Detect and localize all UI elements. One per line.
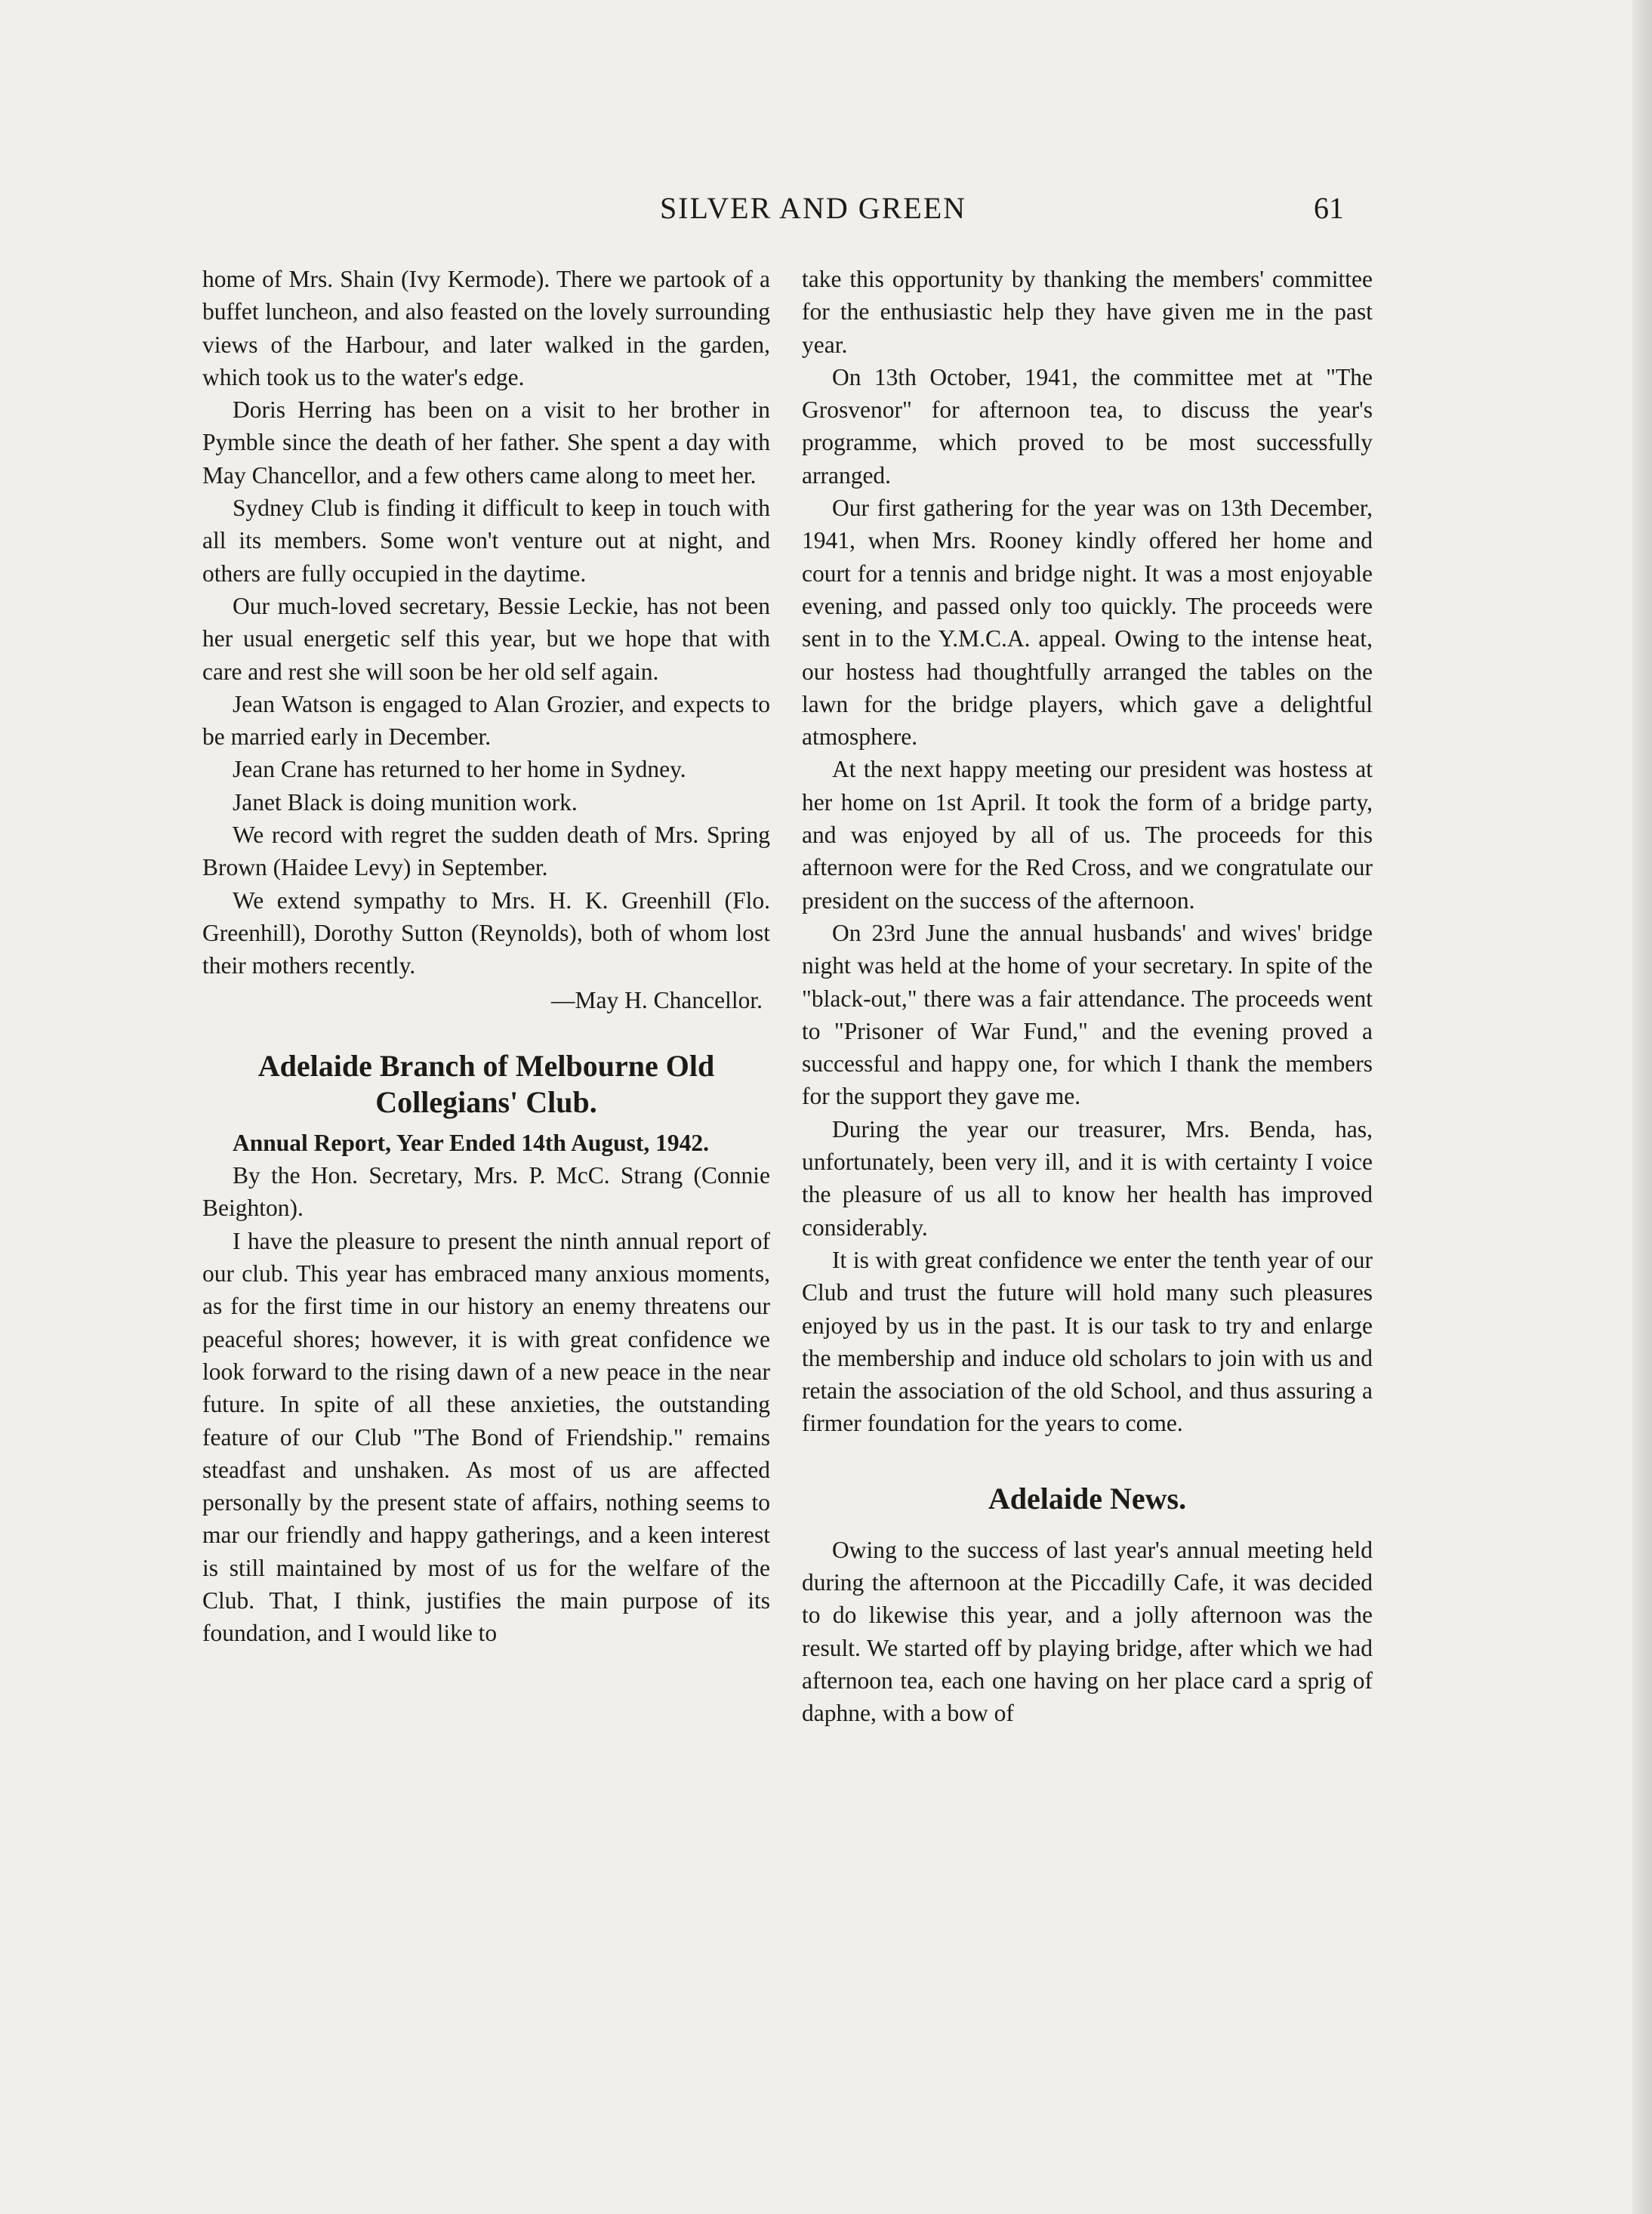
paragraph: I have the pleasure to present the ninth annual report of our club. This year has embraced many anxious moments, as for the first time in our history an enemy threatens our peaceful shores; however, it is with great confidence we look forward to the rising dawn of a new peace in the near future. In spite of all these anxieties, the outstanding feature of our Club "The Bond of Friendship." remains steadfast and unshaken. As most of us are affected personally by the present state of affairs, nothing seems to mar our friendly and happy gatherings, and a keen interest is still maintained by most of us for the welfare of the Club. That, I think, justifies the main purpose of its foundation, and I would like to [202, 1227, 770, 1647]
paragraph: It is with great confidence we enter the tenth year of our Club and trust the future will hold many such pleasures enjoyed by us in the past. It is our task to try and enlarge the membership and induce old scholars to join with us and retain the association of the old School, and thus assuring a firmer foundation for the years to come. [802, 1246, 1373, 1437]
paragraph: At the next happy meeting our president was hostess at her home on 1st April. It took the form of a bridge party, and was enjoyed by all of us. The proceeds for this afternoon were for the Red Cross, and we congratulate our president on the success of the afternoon. [802, 756, 1373, 914]
paragraph: During the year our treasurer, Mrs. Benda, has, unfortunately, been very ill, and it is with certainty I voice the pleasure of us all to know her health has improved considerably. [802, 1115, 1373, 1241]
paragraph: Our much-loved secretary, Bessie Leckie, has not been her usual energetic self this year, but we hope that with care and rest she will soon be her old self again. [202, 592, 770, 685]
paragraph: Our first gathering for the year was on 13th December, 1941, when Mrs. Rooney kindly offered her home and court for a tennis and bridge night. It was a most enjoyable evening, and passed only too quickly. The proceeds were sent in to the Y.M.C.A. appeal. Owing to the intense heat, our hostess had thoughtfully arranged the tables on the lawn for the bridge players, which gave a delightful atmosphere. [802, 495, 1373, 751]
section-heading-adelaide-branch: Adelaide Branch of Melbourne Old Collegians' Club. [257, 1048, 715, 1119]
page-edge-shadow [1632, 0, 1652, 2214]
left-column [202, 263, 770, 1650]
paragraph: Janet Black is doing munition work. [233, 788, 578, 816]
paragraph: Doris Herring has been on a visit to her brother in Pymble since the death of her father. She spent a day with May Chancellor, and a few others came along to meet her. [202, 396, 770, 489]
paragraph: Jean Crane has returned to her home in Sydney. [233, 756, 686, 783]
paragraph: home of Mrs. Shain (Ivy Kermode). There we partook of a buffet luncheon, and also feasted on the lovely surrounding views of the Harbour, and later walked in the garden, which took us to the water's edge. [202, 266, 770, 390]
page-number: 61 [1314, 191, 1344, 225]
section-heading-adelaide-news: Adelaide News. [988, 1481, 1187, 1516]
paragraph: Sydney Club is finding it difficult to keep in touch with all its members. Some won't venture out at night, and others are fully occupied in the daytime. [202, 495, 770, 587]
paragraph: Jean Watson is engaged to Alan Grozier, and expects to be married early in December. [202, 690, 770, 751]
paragraph: take this opportunity by thanking the members' committee for the enthusiastic help they have given me in the past year. [802, 266, 1373, 358]
signature: —May H. Chancellor. [551, 986, 763, 1013]
running-head: SILVER AND GREEN [659, 191, 967, 225]
byline: By the Hon. Secretary, Mrs. P. McC. Strang (Connie Beighton). [202, 1162, 770, 1222]
paragraph: Owing to the success of last year's annual meeting held during the afternoon at the Piccadilly Cafe, it was decided to do likewise this year, and a jolly afternoon was the result. We started off by playing bridge, after which we had afternoon tea, each one having on her place card a sprig of daphne, with a bow of [802, 1536, 1373, 1727]
right-column [802, 263, 1373, 1729]
section-subheading: Annual Report, Year Ended 14th August, 1942. [233, 1129, 709, 1156]
paragraph: On 13th October, 1941, the committee met at "The Grosvenor" for afternoon tea, to discuss the year's programme, which proved to be most successfully arranged. [802, 363, 1373, 489]
paragraph: On 23rd June the annual husbands' and wives' bridge night was held at the home of your secretary. In spite of the "black-out," there was a fair attendance. The proceeds went to "Prisoner of War Fund," and the evening proved a successful and happy one, for which I thank the members for the support they gave me. [802, 919, 1373, 1110]
paragraph: We extend sympathy to Mrs. H. K. Greenhill (Flo. Greenhill), Dorothy Sutton (Reynolds), both of whom lost their mothers recently. [202, 887, 770, 979]
paragraph: We record with regret the sudden death of Mrs. Spring Brown (Haidee Levy) in September. [202, 822, 770, 881]
